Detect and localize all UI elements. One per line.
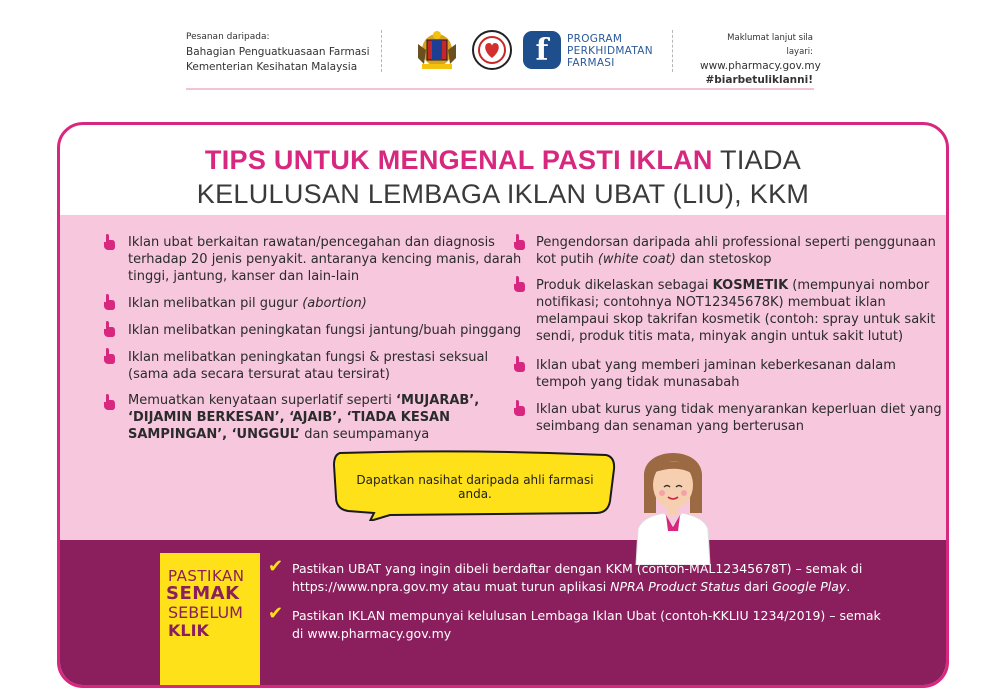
coat-of-arms-logo [414,28,460,72]
org-line-1: Bahagian Penguatkuasaan Farmasi [186,46,370,58]
from-label: Pesanan daripada: [186,32,270,42]
pointing-hand-icon [512,399,526,417]
checkmark-icon: ✔ [268,556,284,577]
tip-text: melampaui skop takrifan kosmetik (contoh: spray untuk sakit [536,312,936,327]
title-line-2: KELULUSAN LEMBAGA IKLAN UBAT (LIU), KKM [196,179,810,209]
tip-text: Produk dikelaskan sebagai [536,278,713,293]
header-rule [186,88,814,90]
tip-item [128,349,488,383]
tip-text: Iklan ubat berkaitan rawatan/pencegahan dan diagnosis [128,235,495,250]
tip-item [128,295,367,312]
verify-text: . [846,579,851,594]
tip-bold: SAMPINGAN’, ‘UNGGUL’ [128,427,301,442]
seal-logo [471,29,513,71]
tip-text: Iklan ubat yang memberi jaminan keberkesanan dalam [536,358,896,373]
verify-text: Pastikan UBAT yang ingin dibeli berdaftar dengan KKM (contoh-MAL12345678T) – semak di [292,561,863,576]
verify-item [292,607,881,643]
verify-item [292,560,862,596]
verify-text: https://www.npra.gov.my atau muat turun aplikasi [292,579,611,594]
tip-text: Iklan melibatkan peningkatan fungsi jantung/buah pinggang [128,323,522,338]
tip-bold: ‘MUJARAB’, [396,393,480,408]
info-label: Maklumat lanjut sila layari: [727,33,813,57]
header [0,0,1000,100]
tip-text: dan seumpamanya [300,427,430,442]
pointing-hand-icon [512,233,526,251]
checkmark-icon: ✔ [268,603,284,624]
website-link[interactable]: www.pharmacy.gov.my [700,60,821,72]
pointing-hand-icon [102,233,116,251]
title-highlight: TIPS UNTUK MENGENAL PASTI IKLAN [204,145,713,175]
verify-italic: Google Play [772,579,847,594]
stamp-line: PASTIKAN [168,567,245,585]
pointing-hand-icon [512,275,526,293]
tip-text: Pengendorsan daripada ahli professional seperti penggunaan [536,235,936,250]
hashtag: #biarbetuliklanni! [705,74,813,86]
verify-text: dari [740,579,773,594]
verify-text: Pastikan IKLAN mempunyai kelulusan Lembaga Iklan Ubat (contoh-KKLIU 1234/2019) – semak [292,608,881,623]
pharmacist-illustration [628,435,718,565]
tip-item [536,401,942,435]
pointing-hand-icon [512,355,526,373]
tips-card [57,122,949,688]
bubble-text: Dapatkan nasihat daripada ahli farmasi anda. [356,473,594,501]
tip-text: dan stetoskop [675,252,772,267]
stamp-line: SEBELUM [168,603,243,622]
pointing-hand-icon [102,293,116,311]
tip-italic: (white coat) [597,252,676,267]
tip-item [128,392,479,443]
page-title [60,143,946,211]
stamp-line: KLIK [168,621,209,640]
stamp-line: SEMAK [166,583,240,604]
tip-text: Memuatkan kenyataan superlatif seperti [128,393,396,408]
check-before-click-stamp [160,553,260,688]
tip-text: (mempunyai nombor [788,278,930,293]
tip-text: Iklan melibatkan peningkatan fungsi & prestasi seksual [128,350,489,365]
tip-item [536,357,896,391]
tip-bold: KOSMETIK [712,278,789,293]
tip-text: notifikasi; contohnya NOT12345678K) membuat iklan [536,295,886,310]
tip-text: sendi, produk titis mata, minyak angin untuk sakit lutut) [536,329,904,344]
pointing-hand-icon [102,320,116,338]
facebook-icon[interactable]: f [523,31,561,69]
tip-text: tinggi, jantung, kanser dan lain-lain [128,269,360,284]
org-line-2: Kementerian Kesihatan Malaysia [186,61,358,73]
tip-text: Iklan melibatkan pil gugur [128,296,303,311]
info-block [700,31,821,87]
program-line-1: PROGRAM [567,33,623,45]
tip-text: kot putih [536,252,598,267]
header-divider [672,30,674,72]
tip-text: seimbang dan senaman yang berterusan [536,419,804,434]
tip-item [536,234,936,268]
tip-text: terhadap 20 jenis penyakit. antaranya kencing manis, darah [128,252,522,267]
tip-item [128,322,521,339]
tip-text: Iklan ubat kurus yang tidak menyarankan keperluan diet yang [536,402,942,417]
program-name [567,33,653,69]
tip-text: tempoh yang tidak munasabah [536,375,740,390]
program-line-2: PERKHIDMATAN [567,45,653,57]
pointing-hand-icon [102,347,116,365]
tip-item [536,277,935,345]
sender-info [186,30,370,75]
title-rest: TIADA [712,145,802,175]
tip-italic: (abortion) [302,296,367,311]
verify-italic: NPRA Product Status [610,579,741,594]
program-line-3: FARMASI [567,57,615,69]
tip-bold: ‘DIJAMIN BERKESAN’, ‘AJAIB’, ‘TIADA KESAN [128,410,450,425]
pointing-hand-icon [102,393,116,411]
verify-text: di www.pharmacy.gov.my [292,626,452,641]
header-divider [381,30,383,72]
tip-text: (sama ada secara tersurat atau tersirat) [128,367,390,382]
tip-item [128,234,521,285]
